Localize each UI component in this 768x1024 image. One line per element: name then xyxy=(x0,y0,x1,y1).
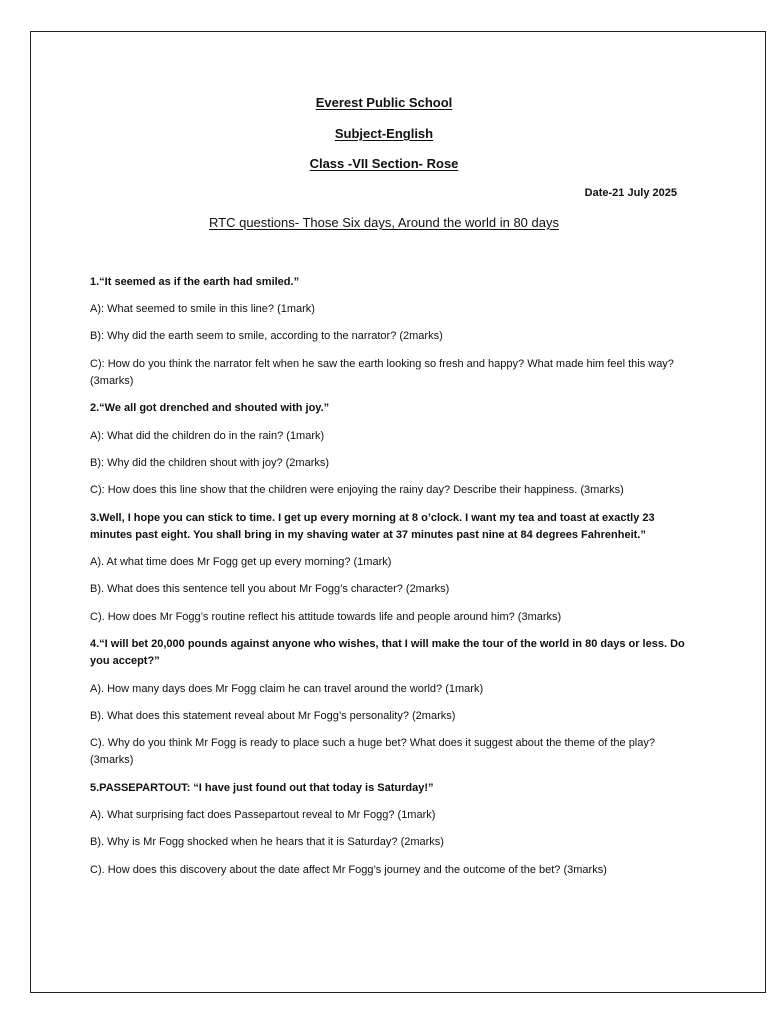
question-1-quote: 1.“It seemed as if the earth had smiled.” xyxy=(90,276,300,288)
class-section: Class -VII Section- Rose xyxy=(309,156,459,171)
question-4-quote: 4.“I will bet 20,000 pounds against anyone who wishes, that I will make the tour of the world in 80 days or less. Do you accept?” xyxy=(90,638,685,667)
question-2-part-a: A): What did the children do in the rain? (1mark) xyxy=(90,430,325,442)
question-2-part-c: C): How does this line show that the children were enjoying the rainy day? Describe their happiness. (3marks) xyxy=(90,484,624,496)
question-4-part-c: C). Why do you think Mr Fogg is ready to place such a huge bet? What does it suggest about the theme of the play? (3marks) xyxy=(90,737,655,766)
subject-title: Subject-English xyxy=(334,126,434,141)
question-5-part-c: C). How does this discovery about the date affect Mr Fogg’s journey and the outcome of the bet? (3marks) xyxy=(90,864,607,876)
school-name: Everest Public School xyxy=(315,95,453,110)
question-3-part-c: C). How does Mr Fogg’s routine reflect his attitude towards life and people around him? (3marks) xyxy=(90,611,562,623)
question-3-part-b: B). What does this sentence tell you about Mr Fogg’s character? (2marks) xyxy=(90,583,450,595)
topic-title: RTC questions- Those Six days, Around the world in 80 days xyxy=(209,215,559,230)
question-4-part-a: A). How many days does Mr Fogg claim he can travel around the world? (1mark) xyxy=(90,683,484,695)
question-4-part-b: B). What does this statement reveal about Mr Fogg’s personality? (2marks) xyxy=(90,710,456,722)
question-5-part-b: B). Why is Mr Fogg shocked when he hears that it is Saturday? (2marks) xyxy=(90,836,444,848)
exam-date: Date-21 July 2025 xyxy=(584,187,677,199)
question-5-part-a: A). What surprising fact does Passepartout reveal to Mr Fogg? (1mark) xyxy=(90,809,436,821)
question-1-part-c: C): How do you think the narrator felt when he saw the earth looking so fresh and happy? What made him feel this way? (3marks) xyxy=(90,358,674,387)
question-5-quote: 5.PASSEPARTOUT: “I have just found out that today is Saturday!” xyxy=(90,782,434,794)
question-1-part-b: B): Why did the earth seem to smile, according to the narrator? (2marks) xyxy=(90,330,443,342)
question-3-quote: 3.Well, I hope you can stick to time. I get up every morning at 8 o’clock. I want my tea and toast at exactly 23 minutes past eight. You shall bring in my shaving water at 37 minutes past nine at 84 degrees Fahrenheit.” xyxy=(90,512,655,541)
question-1-part-a: A): What seemed to smile in this line? (1mark) xyxy=(90,303,315,315)
question-3-part-a: A). At what time does Mr Fogg get up every morning? (1mark) xyxy=(90,556,392,568)
question-2-quote: 2.“We all got drenched and shouted with joy.” xyxy=(90,402,330,414)
question-2-part-b: B): Why did the children shout with joy? (2marks) xyxy=(90,457,330,469)
